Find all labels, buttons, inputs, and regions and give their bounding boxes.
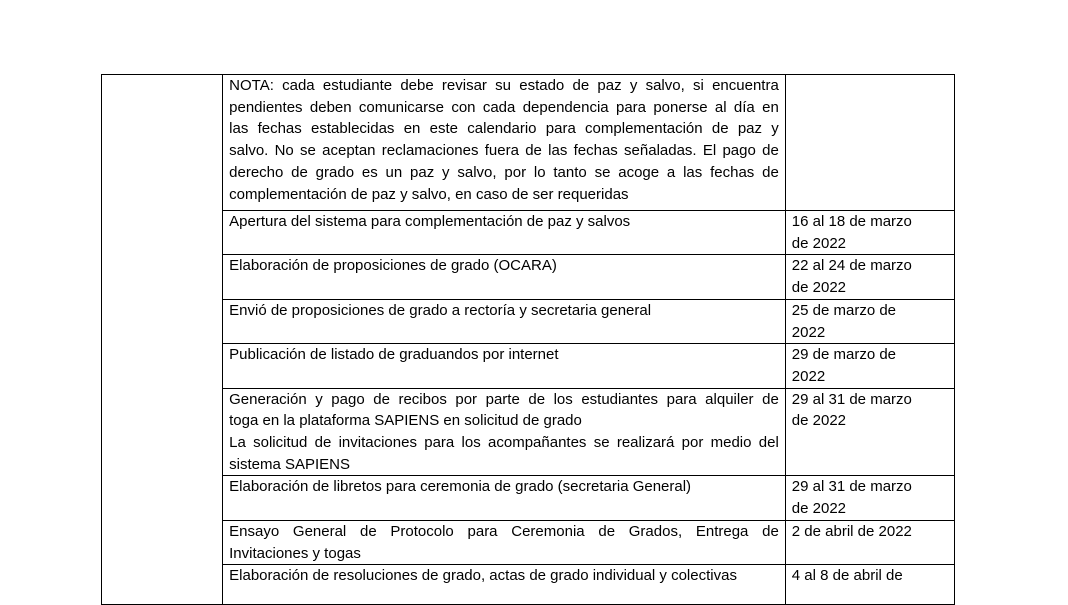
table-row [102,344,955,388]
date-cell [785,565,954,605]
date-line: 25 de marzo de [791,301,897,319]
table-row [102,520,955,564]
table-row [102,75,955,211]
activity-line: complementación de paz y salvo, en caso de ser requeridas [229,185,629,203]
date-line: 29 al 31 de marzo [791,390,912,408]
date-cell [785,476,954,520]
activity-cell [223,388,786,476]
date-cell [785,520,954,564]
table-row [102,388,955,476]
date-cell [785,388,954,476]
date-line: de 2022 [791,412,847,430]
graduation-calendar-table [101,74,955,605]
date-line: 2022 [791,367,826,385]
activity-cell [223,75,786,211]
activity-line: toga en la plataforma SAPIENS en solicitud de grado [229,412,582,430]
date-cell [785,211,954,255]
activity-line: sistema SAPIENS [229,455,351,473]
date-line: 29 al 31 de marzo [791,478,912,496]
table-row [102,211,955,255]
activity-cell [223,344,786,388]
activity-line: Invitaciones y togas [229,544,361,562]
activity-line: Elaboración de libretos para ceremonia de grado (secretaria General) [229,478,692,496]
activity-line: pendientes deben comunicarse con cada dependencia para ponerse al día en [229,98,779,116]
date-line: de 2022 [791,279,847,297]
date-cell [785,75,954,211]
activity-line: Elaboración de proposiciones de grado (OCARA) [229,257,557,275]
table-row [102,299,955,343]
date-line: de 2022 [791,500,847,518]
activity-line: NOTA: cada estudiante debe revisar su estado de paz y salvo, si encuentra [229,77,779,94]
date-line: 29 de marzo de [791,346,897,364]
activity-cell [223,211,786,255]
date-line: 16 al 18 de marzo [791,213,912,230]
date-cell [785,255,954,299]
activity-line: salvo. No se aceptan reclamaciones fuera de las fechas señaladas. El pago de [229,142,779,160]
empty-left-column-cell [102,75,223,605]
table-row [102,565,955,605]
date-cell [785,344,954,388]
activity-cell [223,255,786,299]
date-line: 22 al 24 de marzo [791,257,912,275]
activity-line: Generación y pago de recibos por parte de los estudiantes para alquiler de [229,390,779,408]
date-cell [785,299,954,343]
activity-line: Elaboración de resoluciones de grado, actas de grado individual y colectivas [229,567,737,585]
table-row [102,476,955,520]
activity-line: La solicitud de invitaciones para los acompañantes se realizará por medio del [229,434,779,452]
activity-line: las fechas establecidas en este calendario para complementación de paz y [229,120,779,138]
activity-cell [223,299,786,343]
activity-cell [223,520,786,564]
activity-line: derecho de grado es un paz y salvo, por lo tanto se acoge a las fechas de [229,163,779,181]
table-row [102,255,955,299]
activity-line: Ensayo General de Protocolo para Ceremonia de Grados, Entrega de [229,522,779,540]
date-line: 4 al 8 de abril de [791,567,903,585]
date-line: 2 de abril de 2022 [791,522,912,540]
activity-cell [223,476,786,520]
activity-line: Apertura del sistema para complementación de paz y salvos [229,213,631,230]
activity-line: Publicación de listado de graduandos por internet [229,346,559,364]
activity-cell [223,565,786,605]
activity-line: Envió de proposiciones de grado a rectoría y secretaria general [229,301,652,319]
date-line: de 2022 [791,234,847,252]
date-line: 2022 [791,323,826,341]
